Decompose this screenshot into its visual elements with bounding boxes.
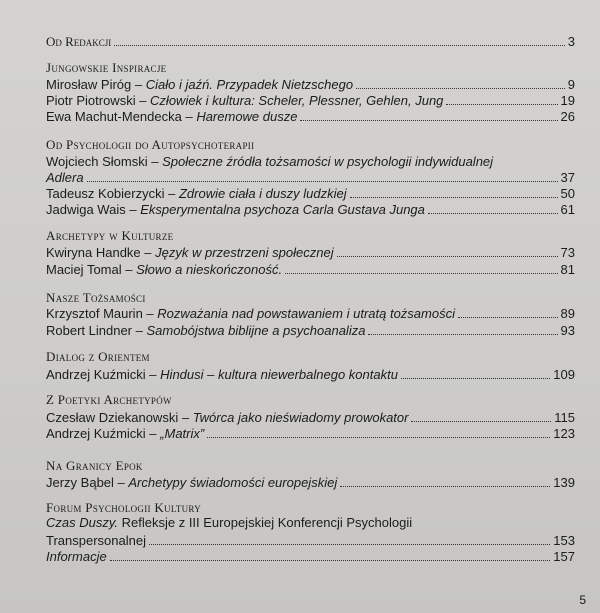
dot-leader	[300, 120, 557, 121]
toc-entry[interactable]	[46, 409, 575, 425]
entry-text: Tadeusz Kobierzycki – Zdrowie ciała i duszy ludzkiej	[46, 186, 347, 201]
section-title: Archetypy w Kulturze	[46, 228, 174, 243]
dot-leader	[110, 560, 551, 561]
dot-leader	[356, 88, 565, 89]
section-title: Na Granicy Epok	[46, 458, 143, 473]
page-number: 26	[560, 109, 575, 124]
toc-entry[interactable]	[46, 244, 575, 260]
entry-text: Andrzej Kuźmicki – Hindusi – kultura niewerbalnego kontaktu	[46, 367, 398, 382]
entry-text: Adlera	[46, 170, 84, 185]
dot-leader	[149, 544, 550, 545]
toc-entry[interactable]	[46, 548, 575, 564]
toc-entry[interactable]	[46, 366, 575, 382]
dot-leader	[340, 486, 550, 487]
entry-text: Krzysztof Maurin – Rozważania nad powstawaniem i utratą tożsamości	[46, 306, 455, 321]
entry-text: Mirosław Piróg – Ciało i jaźń. Przypadek Nietzschego	[46, 77, 354, 92]
section-title: Nasze Tożsamości	[46, 290, 146, 305]
entry-text: Piotr Piotrowski – Człowiek i kultura: Scheler, Plessner, Gehlen, Jung	[46, 93, 444, 108]
page-number: 123	[553, 426, 575, 441]
toc-entry-line[interactable]: Czas Duszy. Refleksje z III Europejskiej Konferencji Psychologii	[46, 515, 413, 530]
section-title: Jungowskie Inspiracje	[46, 60, 167, 75]
page-number: 115	[554, 410, 575, 425]
entry-text: Maciej Tomal – Słowo a nieskończoność.	[46, 262, 283, 277]
section-title: Forum Psychologii Kultury	[46, 500, 202, 515]
toc-entry[interactable]	[46, 305, 575, 321]
toc-entry-continued[interactable]	[46, 169, 575, 185]
entry-text: Andrzej Kuźmicki – „Matrix”	[46, 426, 205, 441]
page-number: 157	[553, 549, 575, 564]
entry-text: Ewa Machut-Mendecka – Haremowe dusze	[46, 109, 298, 124]
section-title: Dialog z Orientem	[46, 349, 150, 364]
dot-leader	[207, 437, 550, 438]
entry-text: Informacje	[46, 549, 107, 564]
dot-leader	[411, 421, 551, 422]
toc-entry[interactable]	[46, 92, 575, 108]
dot-leader	[350, 197, 558, 198]
entry-text: Robert Lindner – Samobójstwa biblijne a psychoanaliza	[46, 323, 366, 338]
page-number: 153	[553, 533, 575, 548]
page-number: 73	[560, 245, 575, 260]
dot-leader	[368, 334, 557, 335]
entry-text: Jadwiga Wais – Eksperymentalna psychoza Carla Gustava Junga	[46, 202, 425, 217]
dot-leader	[401, 378, 550, 379]
entry-text: Kwiryna Handke – Język w przestrzeni społecznej	[46, 245, 334, 260]
dot-leader	[446, 104, 557, 105]
toc-entry[interactable]	[46, 185, 575, 201]
section-title: Z Poetyki Archetypów	[46, 392, 172, 407]
page-number: 139	[553, 475, 575, 490]
toc-entry[interactable]	[46, 322, 575, 338]
page-number: 19	[560, 93, 575, 108]
section-title: Od Psychologii do Autopsychoterapii	[46, 137, 255, 152]
toc-entry[interactable]	[46, 261, 575, 277]
dot-leader	[114, 45, 564, 46]
toc-entry[interactable]	[46, 425, 575, 441]
page-number: 89	[560, 306, 575, 321]
toc-entry[interactable]	[46, 108, 575, 124]
toc-entry-line[interactable]: Wojciech Słomski – Społeczne źródła tożsamości w psychologii indywidualnej	[46, 154, 494, 169]
entry-text: Transpersonalnej	[46, 533, 146, 548]
page-number: 3	[567, 34, 575, 49]
entry-text: Czesław Dziekanowski – Twórca jako nieświadomy prowokator	[46, 410, 409, 425]
entry-text: Jerzy Bąbel – Archetypy świadomości europejskiej	[46, 475, 338, 490]
page-number: 9	[567, 77, 575, 92]
page-number: 93	[560, 323, 575, 338]
toc-entry-continued[interactable]	[46, 532, 575, 548]
dot-leader	[458, 317, 558, 318]
page-number: 81	[560, 262, 575, 277]
dot-leader	[285, 273, 557, 274]
page-number: 61	[560, 202, 575, 217]
toc-entry-editorial[interactable]	[46, 33, 575, 49]
entry-title: Od Redakcji	[46, 34, 112, 49]
dot-leader	[337, 256, 558, 257]
page-number: 109	[553, 367, 575, 382]
toc-entry[interactable]	[46, 201, 575, 217]
page-number: 50	[560, 186, 575, 201]
page-folio: 5	[579, 593, 586, 607]
toc-entry[interactable]	[46, 474, 575, 490]
page-number: 37	[560, 170, 575, 185]
dot-leader	[428, 213, 558, 214]
dot-leader	[87, 181, 558, 182]
toc-entry[interactable]	[46, 76, 575, 92]
